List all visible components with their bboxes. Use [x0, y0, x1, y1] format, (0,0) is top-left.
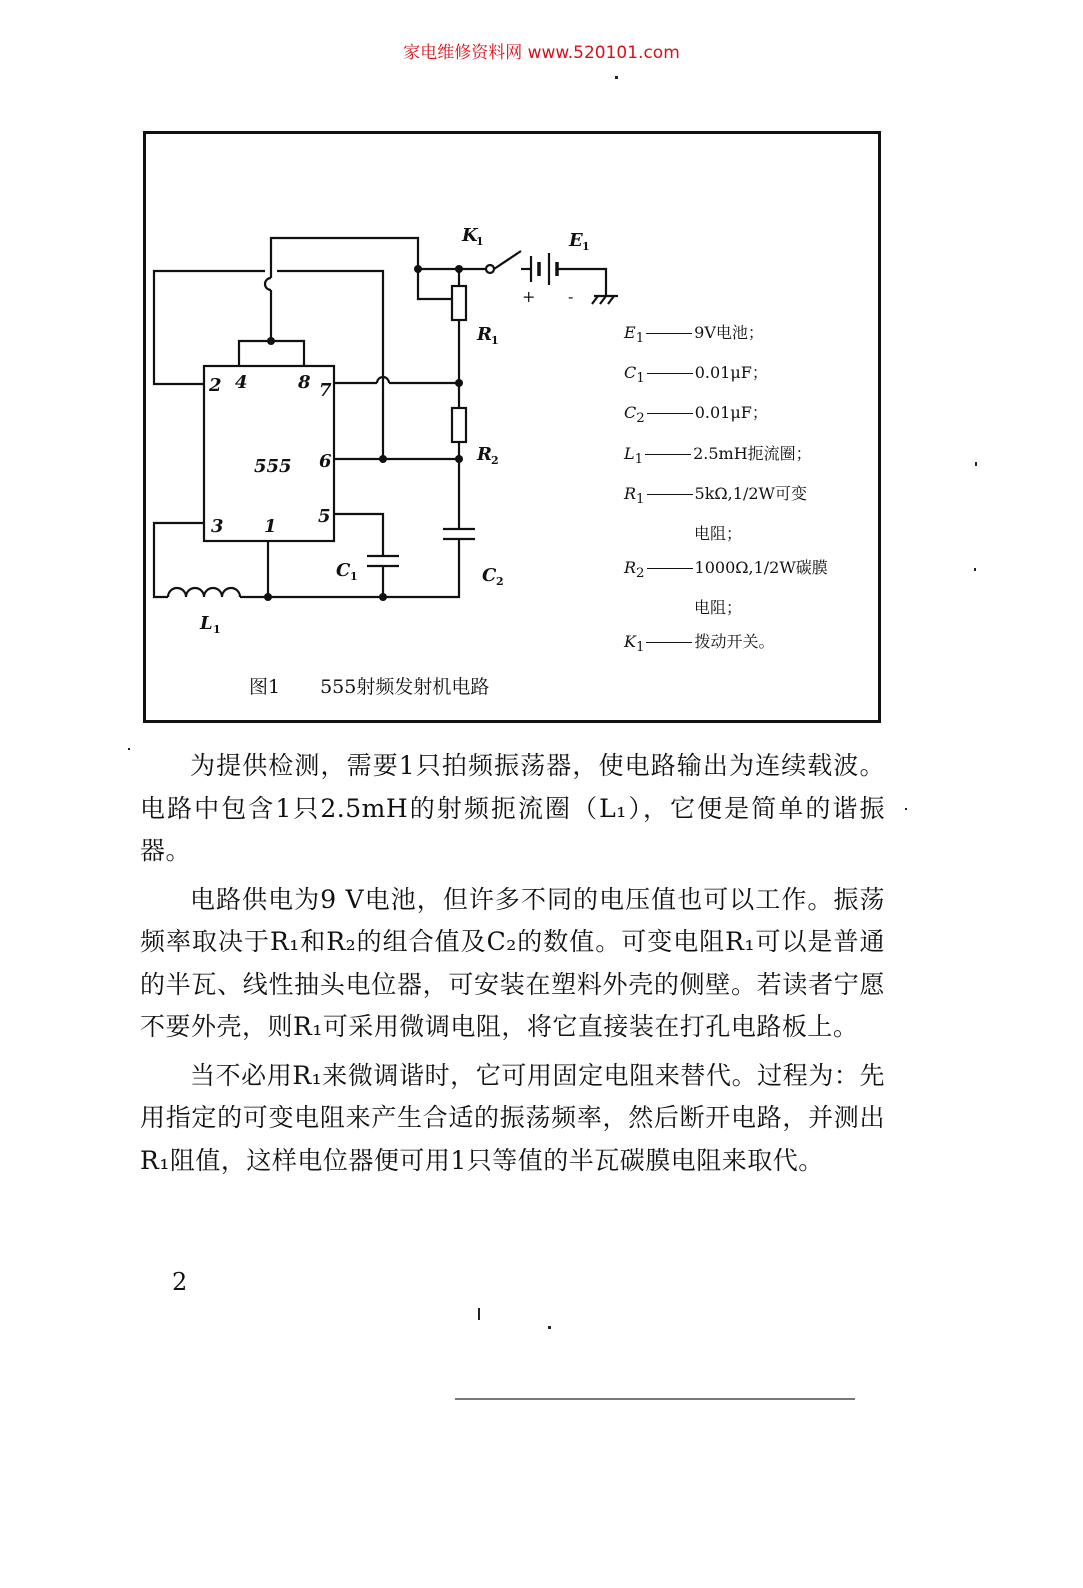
- caption-number: 图1: [249, 676, 281, 698]
- wire-crossover-top: [265, 278, 271, 290]
- paragraph-3: 当不必用R₁来微调谐时，它可用固定电阻来替代。过程为：先用指定的可变电阻来产生合适的振荡频率，然后断开电路，并测出R₁阻值，这样电位器便可用1只等值的半瓦碳膜电阻来取代。: [140, 1060, 885, 1175]
- k1-sub: 1: [476, 235, 484, 248]
- wire-pin5: [334, 514, 383, 556]
- pin-7-label: 7: [319, 380, 332, 401]
- c1-sub: 1: [350, 570, 358, 583]
- figure-caption: [249, 672, 489, 699]
- ic-555-body: [204, 366, 334, 541]
- switch-k1-contact: [486, 265, 494, 273]
- l1-sub: 1: [213, 623, 221, 636]
- junction-dot: [414, 265, 422, 273]
- caption-title: 555射频发射机电路: [320, 676, 490, 698]
- e1-label: E: [569, 230, 583, 251]
- junction-dot: [455, 265, 463, 273]
- junction-dot: [379, 455, 387, 463]
- scan-speck: [975, 462, 977, 466]
- r1-label: R: [477, 324, 492, 345]
- ic-label: 555: [254, 456, 292, 477]
- c2-sub: 2: [496, 575, 504, 588]
- r2-sub: 2: [491, 454, 499, 467]
- l1-label: L: [200, 613, 213, 634]
- legend-row-k1: $K_1$ 拨动开关。: [624, 632, 775, 656]
- junction-dot: [264, 593, 272, 601]
- scan-speck: [478, 1308, 480, 1320]
- wire-pot-wiper: [418, 269, 452, 299]
- page-number: 2: [172, 1268, 188, 1296]
- junction-dot: [379, 593, 387, 601]
- legend-row-r1-cont: 电阻；: [694, 523, 743, 543]
- scan-speck: [615, 76, 618, 79]
- junction-dot: [267, 337, 275, 345]
- pin-5-label: 5: [318, 506, 331, 527]
- legend-row-r2-cont: 电阻；: [694, 598, 743, 618]
- c1-label: C: [336, 560, 351, 581]
- pin-1-label: 1: [264, 516, 277, 537]
- paragraph-1: 为提供检测，需要1只拍频振荡器，使电路输出为连续载波。电路中包含1只2.5mH的射频扼流圈（L₁），它便是简单的谐振器。: [140, 751, 885, 865]
- circuit-figure: [143, 131, 881, 723]
- wire-ground-bus: [154, 523, 459, 597]
- junction-dot: [455, 455, 463, 463]
- scan-line: [455, 1398, 855, 1400]
- scan-speck: [128, 748, 130, 750]
- c2-label: C: [482, 565, 497, 586]
- resistor-r1: [452, 286, 466, 320]
- legend-row-l1: $L_1$ 2.5mH扼流圈；: [624, 443, 812, 467]
- pin-3-label: 3: [211, 516, 224, 537]
- pin-2-label: 2: [209, 375, 222, 396]
- switch-k1-arm: [494, 251, 521, 269]
- battery-minus: -: [568, 287, 574, 306]
- battery-plus: +: [522, 287, 536, 306]
- wire-battery-ground: [557, 269, 606, 296]
- pin-8-label: 8: [298, 372, 311, 393]
- e1-sub: 1: [582, 240, 590, 253]
- component-legend: [624, 316, 874, 665]
- body-text: [140, 745, 885, 1188]
- scan-speck: [974, 568, 976, 571]
- k1-label: K: [462, 225, 478, 246]
- pin-6-label: 6: [319, 451, 332, 472]
- paragraph-2: 电路供电为9 V电池，但许多不同的电压值也可以工作。振荡频率取决于R₁和R₂的组合值及C₂的数值。可变电阻R₁可以是普通的半瓦、线性抽头电位器，可安装在塑料外壳的侧壁。若读者宁愿不要外壳，则R₁可采用微调电阻，将它直接装在打孔电路板上。: [140, 884, 885, 1041]
- r1-sub: 1: [491, 334, 499, 347]
- legend-row-e1: $E_1$ 9V电池；: [624, 323, 764, 347]
- watermark-header: 家电维修资料网 www.520101.com: [403, 43, 680, 63]
- r2-label: R: [477, 444, 492, 465]
- scan-speck: [905, 808, 907, 810]
- legend-row-c1: $C_1$ 0.01μF；: [624, 363, 768, 387]
- junction-dot: [455, 379, 463, 387]
- legend-row-r1: $R_1$ 5kΩ,1/2W可变: [624, 483, 807, 507]
- pin-4-label: 4: [235, 372, 248, 393]
- legend-row-r2: $R_2$ 1000Ω,1/2W碳膜: [624, 557, 828, 582]
- legend-row-c2: $C_2$ 0.01μF；: [624, 403, 768, 427]
- scan-speck: [548, 1326, 551, 1329]
- resistor-r2: [452, 408, 466, 442]
